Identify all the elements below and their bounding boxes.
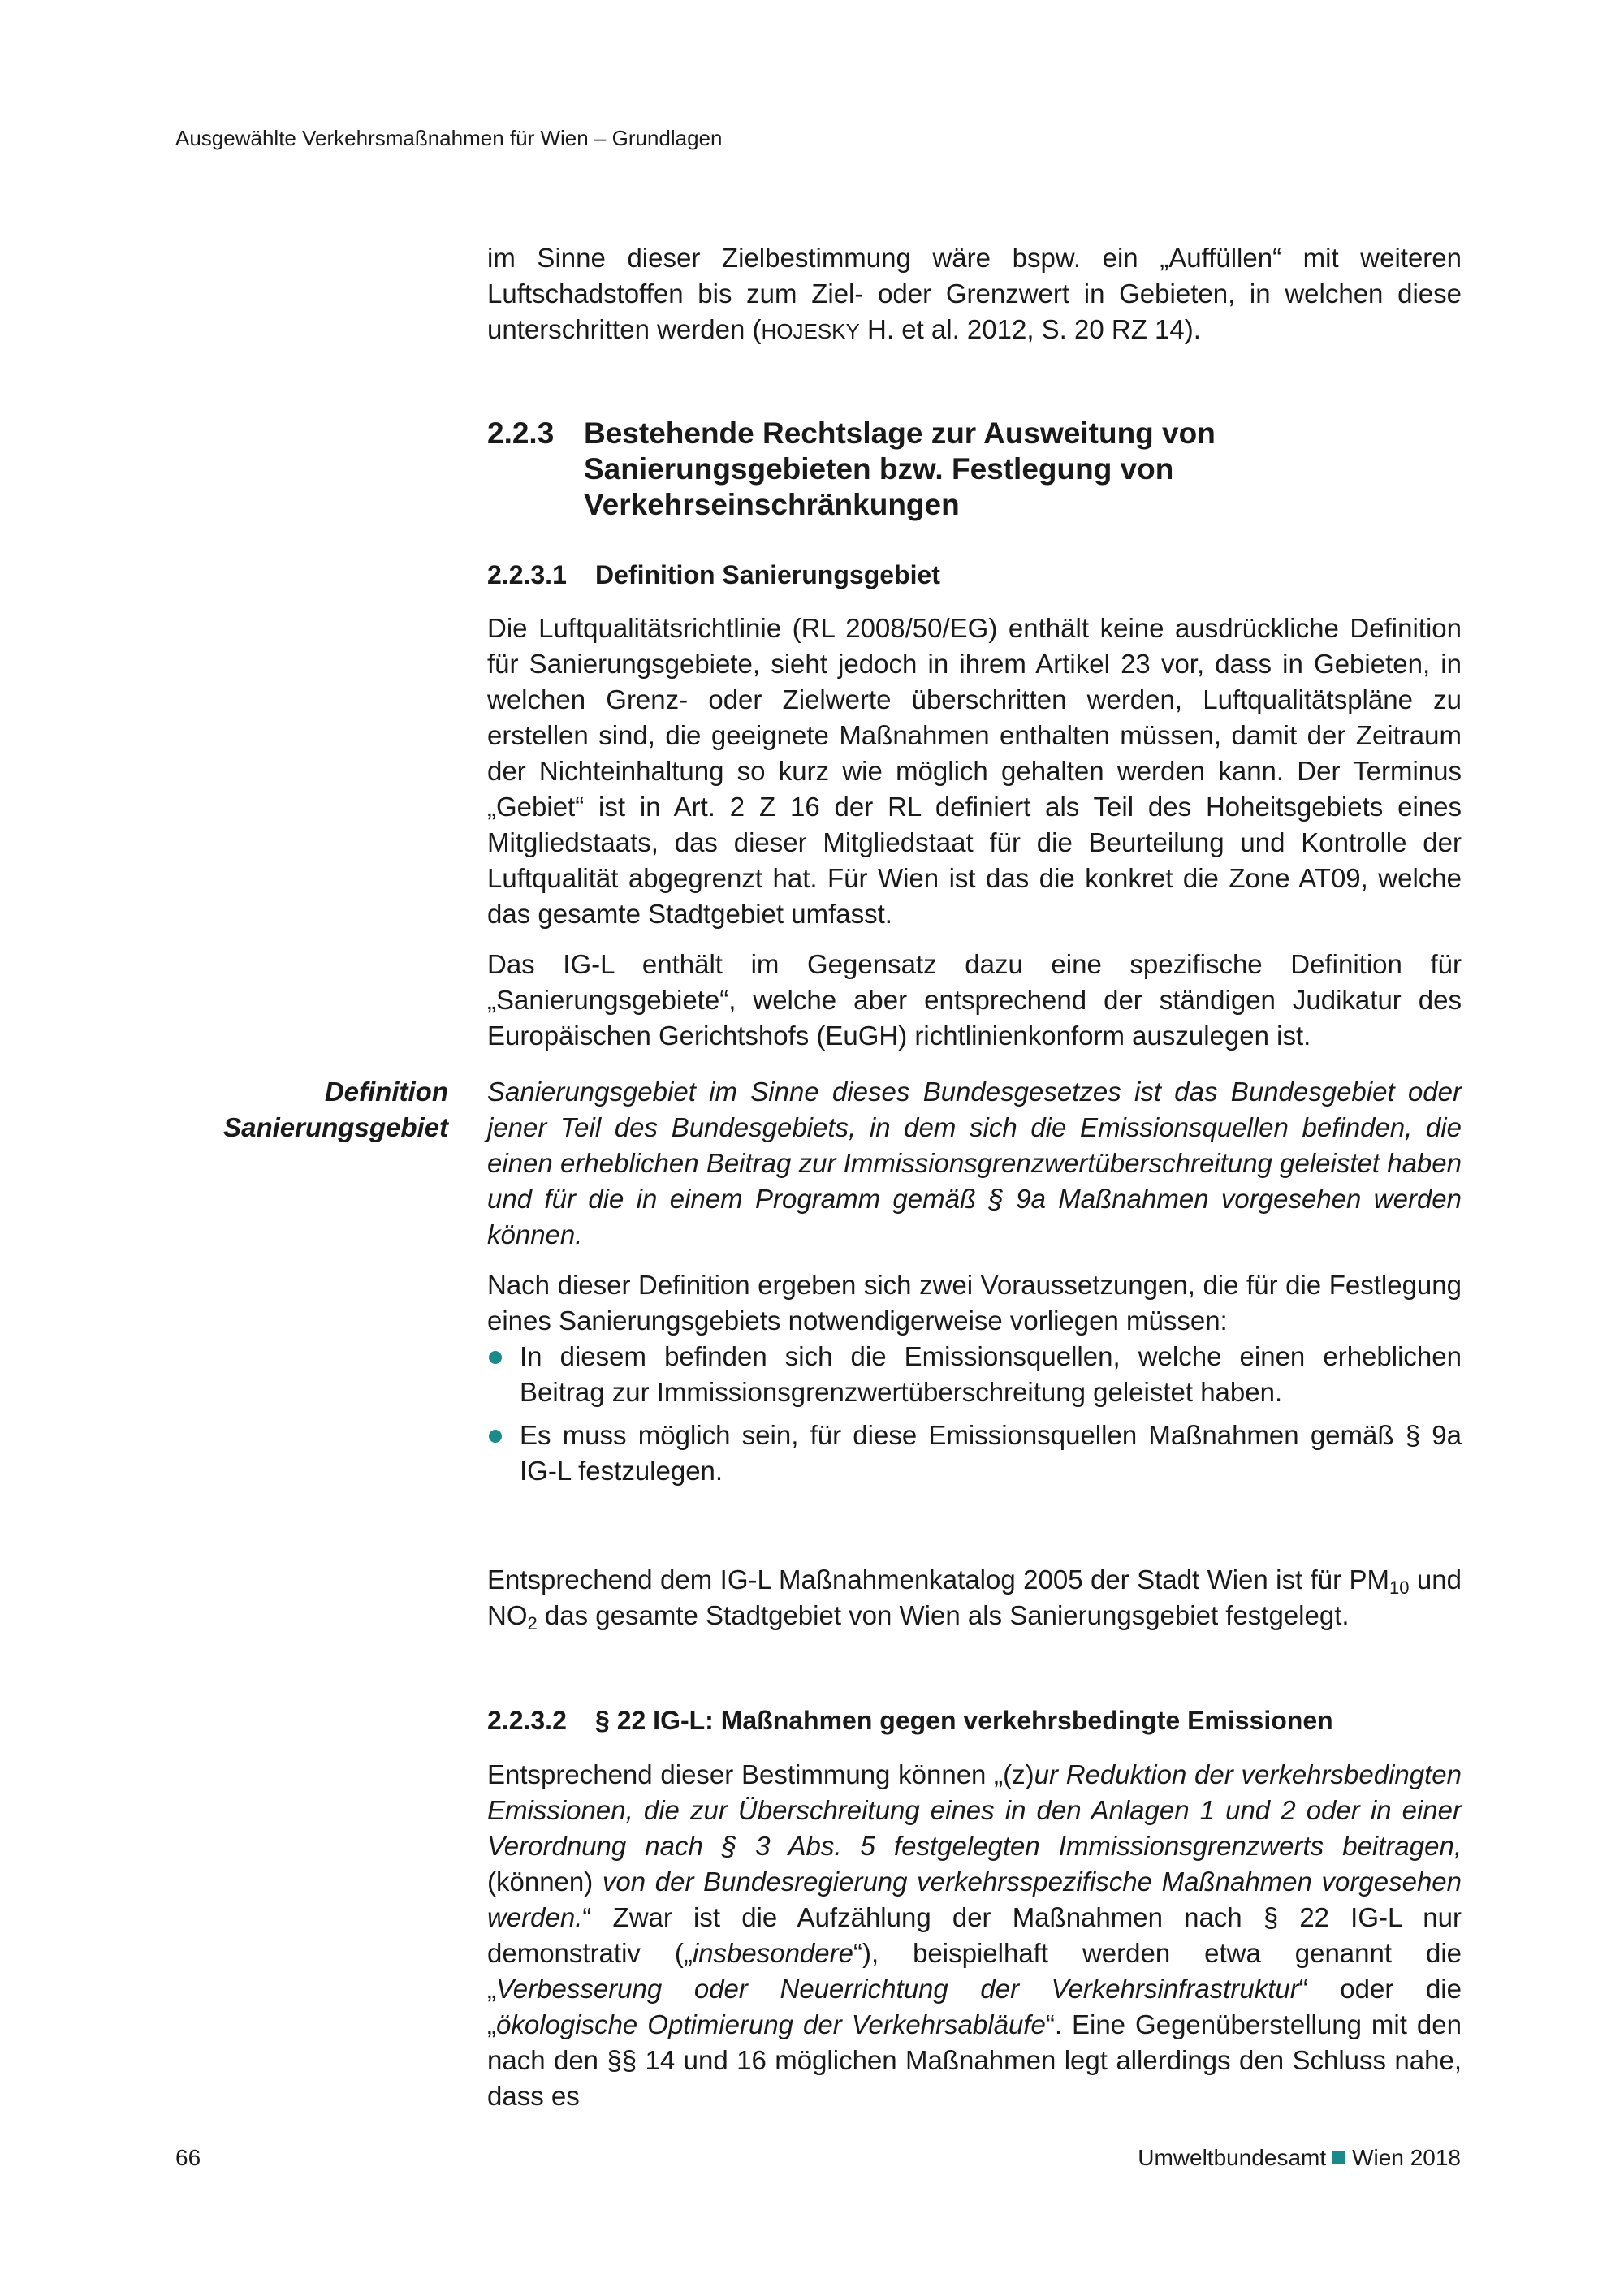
square-bullet-icon	[1332, 2151, 1345, 2164]
footer-publisher: Umweltbundesamt Wien 2018	[1138, 2145, 1461, 2170]
running-header: Ausgewählte Verkehrsmaßnahmen für Wien – Grundlagen	[175, 126, 723, 150]
page-number: 66	[175, 2145, 201, 2170]
paragraph: Die Luftqualitätsrichtlinie (RL 2008/50/EG) enthält keine ausdrückliche Definition für Sanierungsgebiete, sieht jedoch in ihrem Artikel 23 vor, dass in Gebieten, in welchen Grenz- oder Zielwerte überschritten werden, Luftqualitätspläne zu erstellen sind, die geeignete Maßnahmen enthalten müssen, damit der Zeitraum der Nichteinhaltung so kurz wie möglich gehalten werden kann. Der Terminus „Gebiet“ ist in Art. 2 Z 16 der RL definiert als Teil des Hoheitsgebiets eines Mitgliedstaats, das dieser Mitgliedstaat für die Beurteilung und Kontrolle der Luftqualität abgegrenzt hat. Für Wien ist das die konkret die Zone AT09, welche das gesamte Stadtgebiet umfasst.	[487, 613, 1462, 929]
subsection-heading-1: 2.2.3.1 Definition Sanierungsgebiet	[487, 560, 940, 589]
subsection-1-body	[487, 611, 1462, 1054]
subsection-2-body: Entsprechend dieser Bestimmung können „(z)ur Reduktion der verkehrsbedingten Emissionen, die zur Überschreitung eines in den Anlagen 1 und 2 oder in einer Verordnung nach § 3 Abs. 5 festgelegten Immissionsgrenzwerts beitragen, (können) von der Bundesregierung verkehrsspezifische Maßnahmen vorgesehen werden.“ Zwar ist die Aufzählung der Maßnahmen nach § 22 IG-L nur demonstrativ („insbesondere“), beispielhaft werden etwa genannt die „Verbesserung oder Neuerrichtung der Verkehrsinfrastruktur“ oder die „ökologische Optimierung der Verkehrsabläufe“. Eine Gegenüberstellung mit den nach den §§ 14 und 16 möglichen Maßnahmen legt allerdings den Schluss nahe, dass es	[487, 1759, 1462, 2111]
bullet-list	[487, 1339, 1462, 1489]
section-heading: 2.2.3 Bestehende Rechtslage zur Ausweitung von Sanierungsgebieten bzw. Festlegung von Verkehrseinschränkungen	[487, 416, 1216, 521]
intro-paragraph: im Sinne dieser Zielbestimmung wäre bspw. ein „Auffüllen“ mit weiteren Luftschadstoffen bis zum Ziel- oder Grenzwert in Gebieten, in welchen diese unterschritten werden (HOJESKY H. et al. 2012, S. 20 RZ 14).	[487, 243, 1462, 344]
subsection-heading-2: 2.2.3.2 § 22 IG-L: Maßnahmen gegen verkehrsbedingte Emissionen	[487, 1706, 1333, 1735]
definition-block	[487, 1074, 1462, 1496]
paragraph: Nach dieser Definition ergeben sich zwei Voraussetzungen, die für die Festlegung eines Sanierungsgebiets notwendigerweise vorliegen müssen:	[487, 1270, 1462, 1336]
list-item: In diesem befinden sich die Emissionsquellen, welche einen erheblichen Beitrag zur Immissionsgrenzwertüberschreitung geleistet haben.	[487, 1339, 1462, 1410]
author-name: HOJESKY	[761, 319, 860, 343]
list-item: Es muss möglich sein, für diese Emissionsquellen Maßnahmen gemäß § 9a IG-L festzulegen.	[487, 1418, 1462, 1489]
paragraph: Das IG-L enthält im Gegensatz dazu eine spezifische Definition für „Sanierungsgebiete“, welche aber entsprechend der ständigen Judikatur des Europäischen Gerichtshofs (EuGH) richtlinienkonform auszulegen ist.	[487, 949, 1462, 1051]
margin-note: Definition Sanierungsgebiet	[223, 1077, 448, 1142]
sanierungsgebiet-statement: Entsprechend dem IG-L Maßnahmenkatalog 2005 der Stadt Wien ist für $PM_{10}$ und $NO_2$ das gesamte Stadtgebiet von Wien als Sanierungsgebiet festgelegt.	[487, 1564, 1462, 1634]
definition-quote: Sanierungsgebiet im Sinne dieses Bundesgesetzes ist das Bundesgebiet oder jener Teil des Bundesgebiets, in dem sich die Emissionsquellen befinden, die einen erheblichen Beitrag zur Immissionsgrenzwertüberschreitung geleistet haben und für die in einem Programm gemäß § 9a Maßnahmen vorgesehen werden können.	[487, 1077, 1462, 1249]
